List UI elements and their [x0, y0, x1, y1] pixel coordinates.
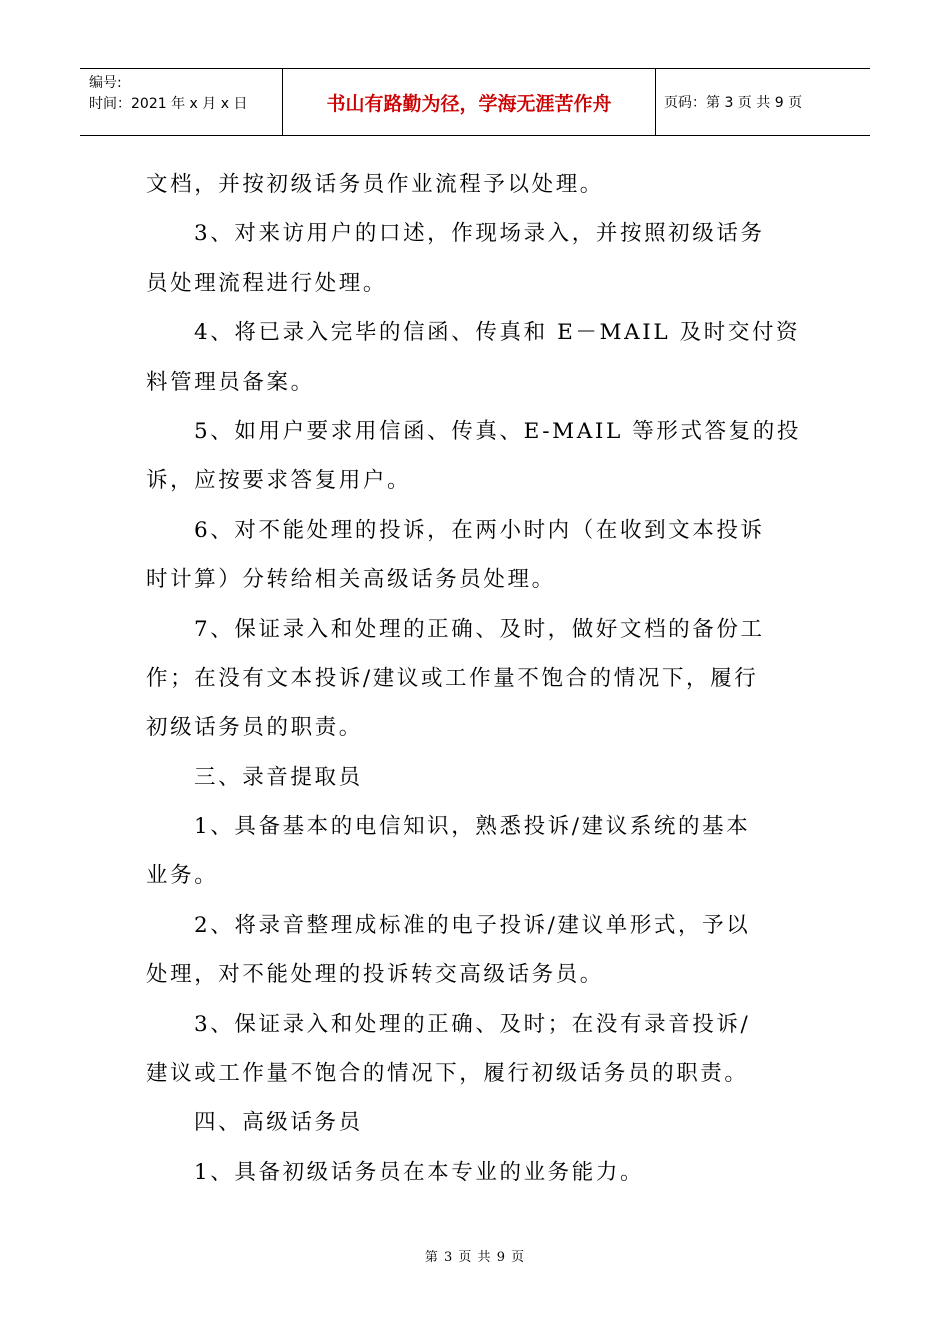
footer-page-number: 第 3 页 共 9 页: [424, 1250, 526, 1265]
document-body: [146, 160, 806, 1197]
document-number-label: 编号:: [89, 75, 122, 91]
header-meta: [80, 69, 283, 135]
body-line: 3、保证录入和处理的正确、及时；在没有录音投诉/: [194, 1011, 751, 1037]
body-line: 料管理员备案。: [146, 369, 315, 395]
body-line: 初级话务员的职责。: [146, 715, 363, 741]
body-line: 文档，并按初级话务员作业流程予以处理。: [146, 172, 604, 197]
page-footer: [0, 1246, 950, 1265]
page-header: [80, 68, 870, 136]
body-line: 员处理流程进行处理。: [146, 270, 388, 296]
body-line: 处理，对不能处理的投诉转交高级话务员。: [146, 962, 604, 988]
body-line: 1、具备初级话务员在本专业的业务能力。: [194, 1159, 645, 1185]
body-line: 作；在没有文本投诉/建议或工作量不饱合的情况下，履行: [146, 665, 759, 691]
header-page-info: [656, 69, 870, 135]
section-heading: 三、录音提取员: [194, 764, 363, 790]
body-line: 建议或工作量不饱合的情况下，履行初级话务员的职责。: [146, 1061, 749, 1087]
body-line: 1、具备基本的电信知识，熟悉投诉/建议系统的基本: [194, 814, 751, 840]
body-line: 业务。: [146, 863, 219, 889]
body-line: 时计算）分转给相关高级话务员处理。: [146, 567, 556, 593]
document-time-label: 时间：2021 年 x 月 x 日: [89, 96, 248, 112]
body-line: 诉，应按要求答复用户。: [146, 468, 412, 494]
body-line: 6、对不能处理的投诉，在两小时内（在收到文本投诉: [194, 517, 765, 543]
body-line: 2、将录音整理成标准的电子投诉/建议单形式，予以: [194, 912, 751, 938]
header-motto: 书山有路勤为径，学海无涯苦作舟: [326, 92, 612, 115]
body-line: 3、对来访用户的口述，作现场录入，并按照初级话务: [194, 221, 765, 247]
header-motto-cell: [283, 69, 656, 135]
header-page-label: 页码：第 3 页 共 9 页: [664, 95, 803, 111]
body-line: 4、将已录入完毕的信函、传真和 E－MAIL 及时交付资: [194, 320, 801, 346]
body-line: 7、保证录入和处理的正确、及时，做好文档的备份工: [194, 616, 765, 642]
section-heading: 四、高级话务员: [194, 1110, 363, 1136]
body-line: 5、如用户要求用信函、传真、E-MAIL 等形式答复的投: [194, 418, 801, 444]
